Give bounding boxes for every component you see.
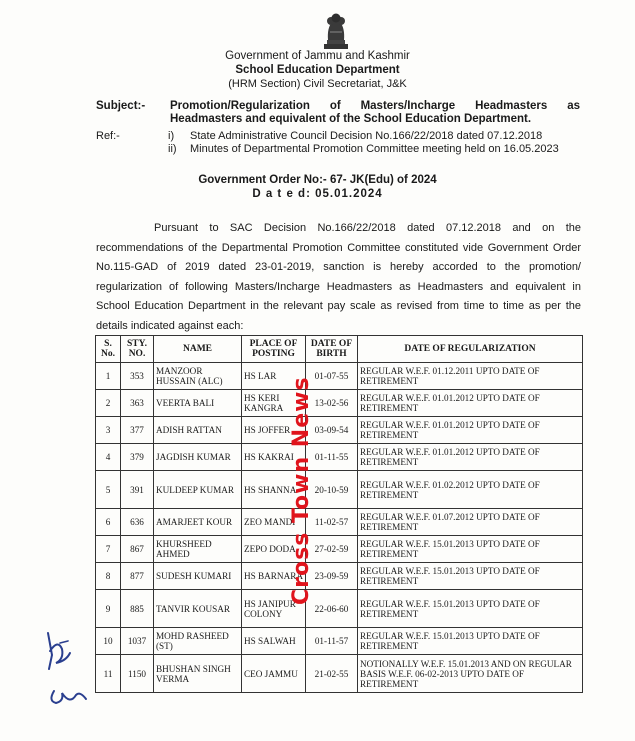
column-header-dob: DATE OF BIRTH bbox=[306, 336, 358, 363]
handwritten-signature bbox=[40, 625, 120, 715]
cell-dob: 03-09-54 bbox=[306, 417, 358, 444]
subject-text: Promotion/Regularization of Masters/Incharge Headmasters as Headmasters and equivalent of the School Education Department. bbox=[170, 100, 580, 125]
table-header-row bbox=[96, 336, 583, 363]
cell-place: HS SHANNA bbox=[242, 471, 306, 509]
cell-sty-no: 379 bbox=[121, 444, 154, 471]
cell-sty-no: 391 bbox=[121, 471, 154, 509]
order-date: D a t e d: 05.01.2024 bbox=[252, 188, 383, 200]
header-government: Government of Jammu and Kashmir bbox=[225, 50, 410, 62]
order-number: Government Order No:- 67- JK(Edu) of 2024 bbox=[198, 174, 437, 186]
cell-place: HS LAR bbox=[242, 363, 306, 390]
cell-sno: 4 bbox=[96, 444, 121, 471]
cell-dob: 11-02-57 bbox=[306, 509, 358, 536]
cell-regularization: REGULAR W.E.F. 01.07.2012 UPTO DATE OF RETIREMENT bbox=[358, 509, 583, 536]
cell-sty-no: 353 bbox=[121, 363, 154, 390]
table-row bbox=[96, 563, 583, 590]
cell-regularization: REGULAR W.E.F. 15.01.2013 UPTO DATE OF RETIREMENT bbox=[358, 628, 583, 655]
cell-regularization: REGULAR W.E.F. 15.01.2013 UPTO DATE OF RETIREMENT bbox=[358, 590, 583, 628]
reference-label: Ref:- bbox=[96, 130, 120, 142]
cell-sty-no: 363 bbox=[121, 390, 154, 417]
cell-sty-no: 877 bbox=[121, 563, 154, 590]
national-emblem-icon bbox=[318, 8, 354, 52]
cell-name: MANZOOR HUSSAIN (ALC) bbox=[154, 363, 242, 390]
cell-dob: 27-02-59 bbox=[306, 536, 358, 563]
cell-name: ADISH RATTAN bbox=[154, 417, 242, 444]
table-row bbox=[96, 628, 583, 655]
regularization-table bbox=[95, 335, 583, 693]
table-row bbox=[96, 390, 583, 417]
watermark-svg bbox=[280, 340, 320, 610]
cell-place: HS JANIPUR COLONY bbox=[242, 590, 306, 628]
cell-dob: 01-11-57 bbox=[306, 628, 358, 655]
cell-sno: 1 bbox=[96, 363, 121, 390]
cell-sty-no: 1037 bbox=[121, 628, 154, 655]
cell-name: KHURSHEED AHMED bbox=[154, 536, 242, 563]
cell-regularization: REGULAR W.E.F. 15.01.2013 UPTO DATE OF RETIREMENT bbox=[358, 563, 583, 590]
cell-dob: 13-02-56 bbox=[306, 390, 358, 417]
cell-regularization: REGULAR W.E.F. 01.02.2012 UPTO DATE OF RETIREMENT bbox=[358, 471, 583, 509]
cell-sty-no: 377 bbox=[121, 417, 154, 444]
column-header-name: NAME bbox=[154, 336, 242, 363]
cell-dob: 01-11-55 bbox=[306, 444, 358, 471]
table-row bbox=[96, 417, 583, 444]
cell-name: SUDESH KUMARI bbox=[154, 563, 242, 590]
table-row bbox=[96, 655, 583, 693]
cell-dob: 20-10-59 bbox=[306, 471, 358, 509]
cell-sno: 5 bbox=[96, 471, 121, 509]
cell-regularization: REGULAR W.E.F. 15.01.2013 UPTO DATE OF RETIREMENT bbox=[358, 536, 583, 563]
cell-regularization: REGULAR W.E.F. 01.01.2012 UPTO DATE OF RETIREMENT bbox=[358, 444, 583, 471]
reference-number: i) bbox=[168, 130, 175, 142]
column-header-sty-no: STY. NO. bbox=[121, 336, 154, 363]
cell-sno: 6 bbox=[96, 509, 121, 536]
cell-name: JAGDISH KUMAR bbox=[154, 444, 242, 471]
cell-place: HS BARNARA bbox=[242, 563, 306, 590]
cell-place: ZEO MANDI bbox=[242, 509, 306, 536]
table-body bbox=[96, 363, 583, 693]
reference-item bbox=[168, 143, 559, 156]
reference-item bbox=[168, 130, 542, 143]
reference-text: State Administrative Council Decision No.166/22/2018 dated 07.12.2018 bbox=[190, 130, 543, 142]
cell-sno: 3 bbox=[96, 417, 121, 444]
order-body-paragraph: Pursuant to SAC Decision No.166/22/2018 dated 07.12.2018 and on the recommendations of the Departmental Promotion Committee constituted vide Government Order No.115-GAD of 2019 dated 23-01-2019, sanction is hereby accorded to the promotion/ regularization of following Masters/Incharge Headmasters as Headmasters and equivalent in School Education Department in the relevant pay scale as revised from time to time as per the details indicated against each: bbox=[96, 222, 581, 332]
header-department: School Education Department bbox=[235, 64, 400, 76]
column-header-place: PLACE OF POSTING bbox=[242, 336, 306, 363]
cell-name: MOHD RASHEED (ST) bbox=[154, 628, 242, 655]
cell-place: HS KAKRAI bbox=[242, 444, 306, 471]
cell-dob: 22-06-60 bbox=[306, 590, 358, 628]
cell-place: HS SALWAH bbox=[242, 628, 306, 655]
cell-regularization: REGULAR W.E.F. 01.01.2012 UPTO DATE OF RETIREMENT bbox=[358, 390, 583, 417]
header-section: (HRM Section) Civil Secretariat, J&K bbox=[228, 78, 407, 90]
cell-sno: 2 bbox=[96, 390, 121, 417]
cell-sno: 7 bbox=[96, 536, 121, 563]
cell-sty-no: 1150 bbox=[121, 655, 154, 693]
cell-place: HS JOFFER bbox=[242, 417, 306, 444]
reference-text: Minutes of Departmental Promotion Committee meeting held on 16.05.2023 bbox=[190, 143, 559, 155]
cell-sty-no: 636 bbox=[121, 509, 154, 536]
cell-regularization: REGULAR W.E.F. 01.12.2011 UPTO DATE OF RETIREMENT bbox=[358, 363, 583, 390]
cell-name: KULDEEP KUMAR bbox=[154, 471, 242, 509]
column-header-sno: S. No. bbox=[96, 336, 121, 363]
cell-dob: 21-02-55 bbox=[306, 655, 358, 693]
watermark-text: Cross Town News bbox=[289, 376, 314, 605]
cell-sno: 9 bbox=[96, 590, 121, 628]
cell-name: BHUSHAN SINGH VERMA bbox=[154, 655, 242, 693]
cell-name: VEERTA BALI bbox=[154, 390, 242, 417]
table-row bbox=[96, 509, 583, 536]
table-row bbox=[96, 363, 583, 390]
reference-number: ii) bbox=[168, 143, 177, 155]
cell-dob: 01-07-55 bbox=[306, 363, 358, 390]
subject-label: Subject:- bbox=[96, 100, 146, 112]
cell-sno: 11 bbox=[96, 655, 121, 693]
cell-name: AMARJEET KOUR bbox=[154, 509, 242, 536]
cell-sty-no: 867 bbox=[121, 536, 154, 563]
cell-place: CEO JAMMU bbox=[242, 655, 306, 693]
cell-place: HS KERI KANGRA bbox=[242, 390, 306, 417]
cell-name: TANVIR KOUSAR bbox=[154, 590, 242, 628]
table-row bbox=[96, 536, 583, 563]
cell-sty-no: 885 bbox=[121, 590, 154, 628]
cell-place: ZEPO DODA bbox=[242, 536, 306, 563]
table-row bbox=[96, 471, 583, 509]
table-row bbox=[96, 590, 583, 628]
cell-sno: 8 bbox=[96, 563, 121, 590]
column-header-regularization: DATE OF REGULARIZATION bbox=[358, 336, 583, 363]
cell-dob: 23-09-59 bbox=[306, 563, 358, 590]
table-row bbox=[96, 444, 583, 471]
cell-sno: 10 bbox=[96, 628, 121, 655]
cell-regularization: NOTIONALLY W.E.F. 15.01.2013 AND ON REGULAR BASIS W.E.F. 06-02-2013 UPTO DATE OF RETIREMENT bbox=[358, 655, 583, 693]
cell-regularization: REGULAR W.E.F. 01.01.2012 UPTO DATE OF RETIREMENT bbox=[358, 417, 583, 444]
